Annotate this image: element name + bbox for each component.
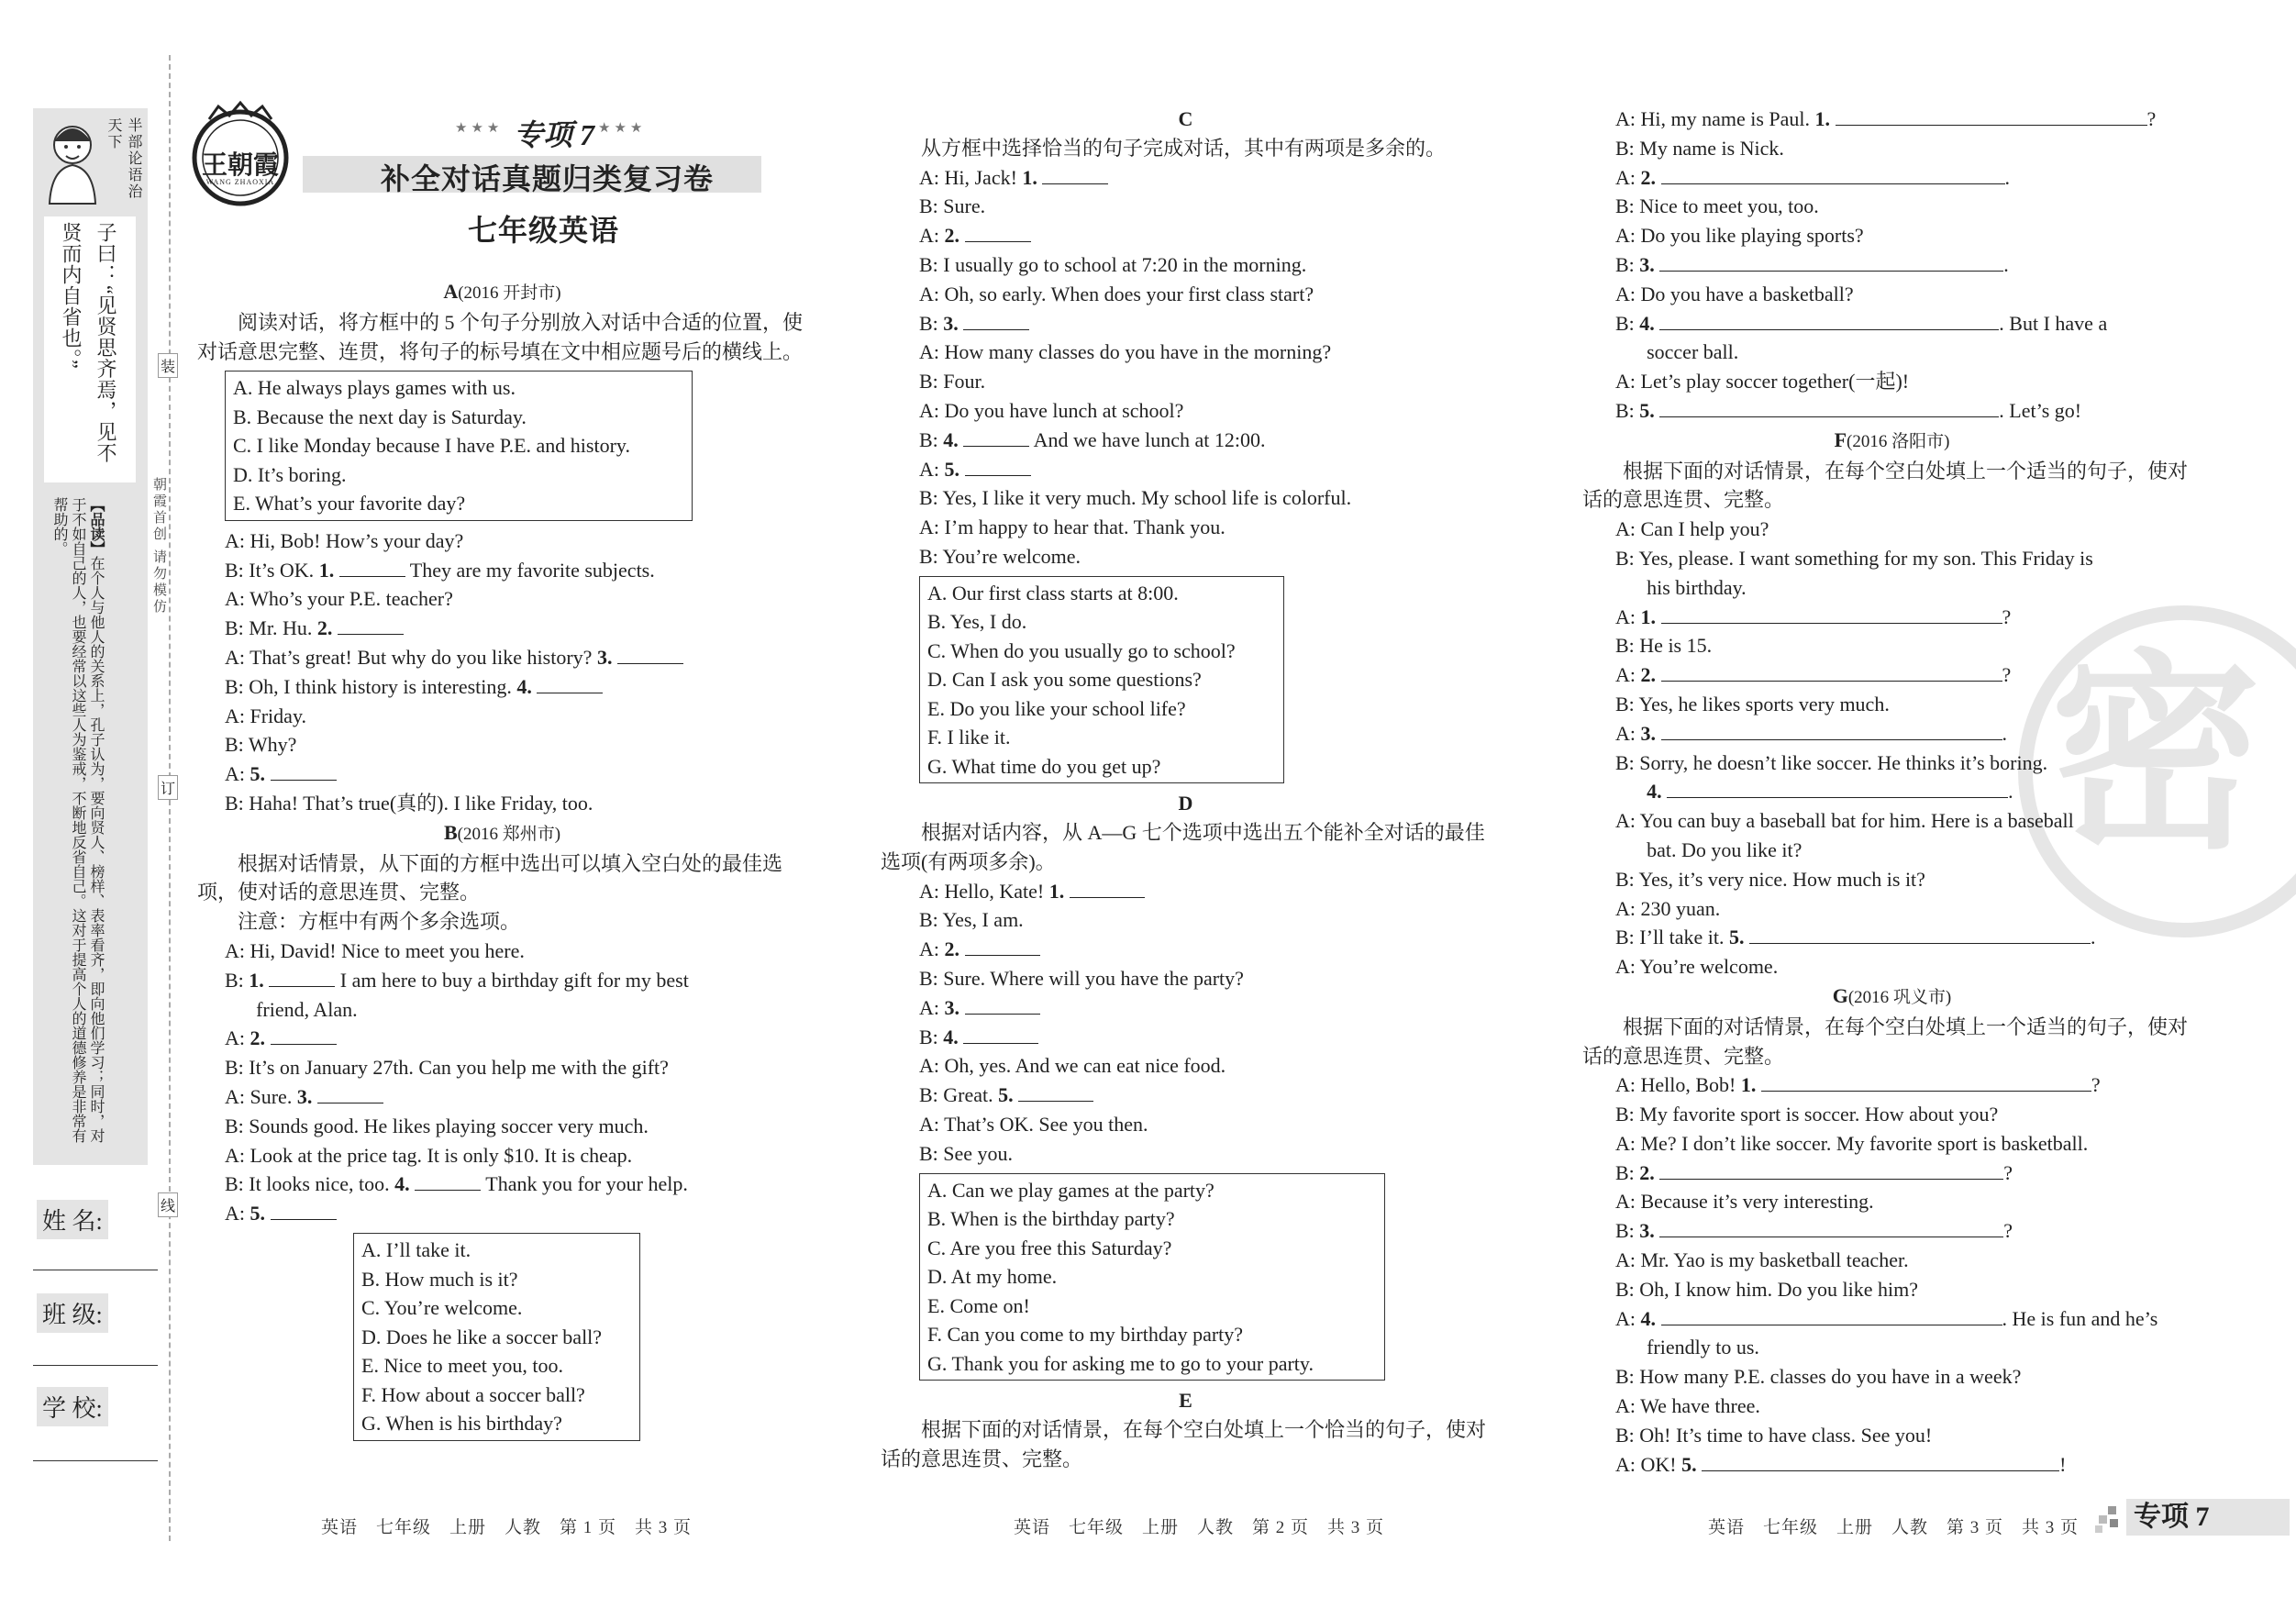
option: E. What’s your favorite day? <box>233 492 466 516</box>
section-b-instructions: 根据对话情景，从下面的方框中选出可以填入空白处的最佳选项，使对话的意思连贯、完整。 <box>197 851 783 904</box>
dialogue-line: A: 5. <box>225 760 807 789</box>
answer-blank[interactable] <box>1836 106 2147 126</box>
option: E. Nice to meet you, too. <box>361 1354 563 1378</box>
seal-text: 朝霞首创 请勿模仿 <box>151 477 166 616</box>
dialogue-line: soccer ball. <box>1647 340 1739 364</box>
section-b-heading: B(2016 郑州市) <box>443 820 561 844</box>
option: A. I’ll take it. <box>361 1238 471 1262</box>
option: A. Our first class starts at 8:00. <box>927 581 1179 604</box>
answer-blank[interactable] <box>1659 398 1999 417</box>
answer-blank[interactable] <box>963 1025 1038 1044</box>
section-e-heading: E <box>1179 1389 1192 1413</box>
dialogue-line: A: Oh, so early. When does your first class start? <box>919 282 1314 305</box>
dialogue-line: B: Four. <box>919 370 986 394</box>
class-label: 班 级: <box>37 1293 108 1333</box>
corner-label: 专项 7 <box>2126 1499 2290 1536</box>
dialogue-line: A: You’re welcome. <box>1615 955 1779 979</box>
answer-blank[interactable] <box>339 558 405 577</box>
dialogue-line: A: 2. <box>225 1024 807 1053</box>
dialogue-line: B: 2. ? <box>1615 1160 2013 1184</box>
answer-blank[interactable] <box>1661 721 2002 740</box>
section-b-note: 注意：方框中有两个多余选项。 <box>238 910 521 934</box>
dialogue-line: A: 4. . He is fun and he’s <box>1615 1306 2158 1330</box>
dialogue-line: A: 1. ? <box>1615 604 2012 628</box>
option: F. Can you come to my birthday party? <box>927 1323 1244 1347</box>
option: B. When is the birthday party? <box>927 1207 1175 1231</box>
dialogue-line: B: Oh! It’s time to have class. See you! <box>1615 1423 1933 1447</box>
dialogue-line: B: 4. And we have lunch at 12:00. <box>919 427 1266 451</box>
answer-blank[interactable] <box>271 1201 337 1220</box>
pindu-label: 【品读】 <box>88 497 104 556</box>
answer-blank[interactable] <box>965 995 1040 1015</box>
option: E. Come on! <box>927 1293 1030 1317</box>
answer-blank[interactable] <box>1659 1218 2003 1237</box>
dialogue-line: B: My name is Nick. <box>1615 136 1784 160</box>
answer-blank[interactable] <box>1042 165 1108 184</box>
page-title: 补全对话真题归类复习卷 <box>381 162 715 195</box>
option: B. Because the next day is Saturday. <box>233 405 527 428</box>
column-2 <box>881 105 1491 1474</box>
corner-squares <box>2095 1506 2123 1534</box>
page-footer-1: 英语 七年级 上册 人教 第 1 页 共 3 页 <box>321 1518 693 1537</box>
section-e-instructions: 根据下面的对话情景，在每个空白处填上一个恰当的句子，使对话的意思连贯、完整。 <box>881 1417 1487 1470</box>
answer-blank[interactable] <box>338 616 404 635</box>
dialogue-line: B: Great. 5. <box>919 1081 1491 1110</box>
option: C. I like Monday because I have P.E. and history. <box>233 434 630 458</box>
logo-en: WANG ZHAOXIA <box>205 178 275 186</box>
dialogue-line: B: He is 15. <box>1615 634 1713 658</box>
dialogue-line: A: Because it’s very interesting. <box>1615 1190 1874 1214</box>
answer-blank[interactable] <box>1749 925 2091 944</box>
dialogue-line: A: 2. <box>919 935 1491 964</box>
header-stars-right: ★★★ <box>598 121 647 136</box>
dialogue-line: B: Sounds good. He likes playing soccer very much. <box>225 1114 649 1137</box>
dialogue-line: B: Oh, I know him. Do you like him? <box>1615 1277 1918 1301</box>
answer-blank[interactable] <box>1018 1082 1093 1102</box>
answer-blank[interactable] <box>1661 165 2005 184</box>
dialogue-line: friend, Alan. <box>256 997 358 1021</box>
class-field[interactable] <box>33 1365 158 1366</box>
option: G. Thank you for asking me to go to your party. <box>927 1351 1314 1375</box>
section-f-heading: F(2016 洛阳市) <box>1834 427 1950 451</box>
dialogue-line: A: Do you like playing sports? <box>1615 224 1864 248</box>
dialogue-line: B: Haha! That’s true(真的). I like Friday, too. <box>225 792 593 815</box>
dialogue-line: B: How many P.E. classes do you have in a week? <box>1615 1365 2022 1389</box>
dialogue-line: B: 5. . Let’s go! <box>1615 398 2082 422</box>
option: D. It’s boring. <box>233 462 347 486</box>
dialogue-line: A: Mr. Yao is my basketball teacher. <box>1615 1248 1909 1272</box>
answer-blank[interactable] <box>965 937 1040 956</box>
cut-mark: 订 <box>158 775 178 800</box>
dialogue-line: A: Do you have lunch at school? <box>919 398 1184 422</box>
dialogue-line: B: 3. ? <box>1615 1219 2013 1243</box>
answer-blank[interactable] <box>537 674 603 693</box>
section-g-heading: G(2016 巩义市) <box>1832 983 1952 1007</box>
watermark-char: 密 <box>2050 639 2262 873</box>
dialogue-line: A: OK! 5. ! <box>1615 1452 2067 1476</box>
logo-text: 王朝霞 <box>201 151 279 180</box>
dialogue-line: B: Why? <box>225 733 297 757</box>
answer-blank[interactable] <box>317 1084 383 1103</box>
answer-blank[interactable] <box>617 645 683 664</box>
dialogue-line: B: It’s OK. 1. They are my favorite subjects. <box>225 558 655 582</box>
section-a-instructions: 阅读对话，将方框中的 5 个句子分别放入对话中合适的位置，使对话意思完整、连贯，将句子的标号填在文中相应题号后的横线上。 <box>197 310 804 363</box>
answer-blank[interactable] <box>271 761 337 781</box>
dialogue-line: A: That’s great! But why do you like history? 3. <box>225 643 807 672</box>
section-g-instructions: 根据下面的对话情景，在每个空白处填上一个适当的句子，使对话的意思连贯、完整。 <box>1582 1015 2189 1068</box>
option: D. Can I ask you some questions? <box>927 668 1202 692</box>
dialogue-line: A: 230 yuan. <box>1615 896 1721 920</box>
dialogue-line: B: See you. <box>919 1141 1014 1165</box>
dialogue-line: his birthday. <box>1647 575 1747 599</box>
page-footer-3: 英语 七年级 上册 人教 第 3 页 共 3 页 <box>1708 1518 2080 1537</box>
dialogue-line: B: It’s on January 27th. Can you help me with the gift? <box>225 1056 669 1080</box>
dialogue-line: B: Sure. <box>919 194 986 218</box>
dialogue-line: A: Who’s your P.E. teacher? <box>225 587 453 611</box>
dialogue-line: B: Sure. Where will you have the party? <box>919 967 1244 991</box>
dialogue-line: A: 2. . <box>1615 165 2010 189</box>
dialogue-line: A: 5. <box>225 1199 807 1228</box>
dialogue-line: A: Hi, Bob! How’s your day? <box>225 528 464 552</box>
dialogue-line: B: Yes, it’s very nice. How much is it? <box>1615 867 1925 891</box>
dialogue-line: A: Hi, David! Nice to meet you here. <box>225 939 525 963</box>
column-3 <box>1582 105 2202 1479</box>
page-subtitle: 七年级英语 <box>468 214 620 247</box>
option: C. You’re welcome. <box>361 1296 523 1320</box>
dialogue-line: 4. . <box>1647 780 2013 804</box>
option: G. What time do you get up? <box>927 754 1161 778</box>
sidebar-pindu <box>50 497 105 1150</box>
dialogue-line: A: That’s OK. See you then. <box>919 1113 1148 1137</box>
dialogue-line: B: Yes, he likes sports very much. <box>1615 692 1890 715</box>
section-b-options <box>353 1233 640 1441</box>
section-d-heading: D <box>1178 792 1193 815</box>
dialogue-line: A: Friday. <box>225 704 307 727</box>
dialogue-line: B: Yes, please. I want something for my son. This Friday is <box>1615 546 2093 570</box>
dialogue-line: B: Nice to meet you, too. <box>1615 194 1819 218</box>
option: B. Yes, I do. <box>927 610 1027 634</box>
answer-blank[interactable] <box>269 968 335 987</box>
option: F. How about a soccer ball? <box>361 1382 585 1406</box>
cut-mark: 装 <box>158 353 178 378</box>
zhuanxiang-title: 专项 7 <box>514 118 595 151</box>
option: A. He always plays games with us. <box>233 376 516 400</box>
answer-blank[interactable] <box>1661 604 2002 624</box>
section-c-options <box>919 576 1284 784</box>
dialogue-line: B: It looks nice, too. 4. Thank you for your help. <box>225 1172 688 1196</box>
option: D. At my home. <box>927 1265 1058 1289</box>
dialogue-line: B: I usually go to school at 7:20 in the morning. <box>919 252 1307 276</box>
dialogue-line: A: You can buy a baseball bat for him. Here is a baseball <box>1615 809 2074 833</box>
dialogue-line: A: Look at the price tag. It is only $10. It is cheap. <box>225 1143 633 1167</box>
section-d-options <box>919 1173 1385 1381</box>
answer-blank[interactable] <box>1661 1306 2002 1325</box>
dialogue-line: B: Sorry, he doesn’t like soccer. He thinks it’s boring. <box>1615 750 2048 774</box>
dialogue-line: friendly to us. <box>1647 1336 1759 1359</box>
dialogue-line: A: Hi, Jack! 1. <box>919 163 1491 193</box>
column-1 <box>197 277 807 1447</box>
answer-blank[interactable] <box>1702 1452 2059 1471</box>
section-d-instructions: 根据对话内容，从 A—G 七个选项中选出五个能补全对话的最佳选项(有两项多余)。 <box>881 821 1485 873</box>
dialogue-line: B: Oh, I think history is interesting. 4. <box>225 672 807 702</box>
answer-blank[interactable] <box>1661 662 2002 682</box>
name-label: 姓 名: <box>37 1200 108 1239</box>
pindu-text: 在个人与他人的关系上，孔子认为，要向贤人、榜样、表率看齐，即向他们学习；同时，对于不如自己的人，也要经常以这些人为鉴戒，不断地反省自己。这对于提高个人的道德修养是非常有帮助的。 <box>51 497 104 1143</box>
answer-blank[interactable] <box>963 427 1029 447</box>
dialogue-line: B: Yes, I like it very much. My school life is colorful. <box>919 486 1352 510</box>
dialogue-line: A: How many classes do you have in the morning? <box>919 340 1332 364</box>
option: A. Can we play games at the party? <box>927 1178 1215 1202</box>
dialogue-line: A: Can I help you? <box>1615 517 1769 541</box>
dialogue-line: A: Let’s play soccer together(一起)! <box>1615 370 1910 394</box>
dialogue-line: B: 4. . But I have a <box>1615 311 2108 335</box>
sidebar-portrait <box>39 114 106 205</box>
answer-blank[interactable] <box>1070 879 1145 898</box>
section-a-heading: A(2016 开封市) <box>443 280 561 303</box>
dialogue-line: A: I’m happy to hear that. Thank you. <box>919 516 1226 539</box>
header-stars-left: ★★★ <box>455 121 504 136</box>
section-c-instructions: 从方框中选择恰当的句子完成对话，其中有两项是多余的。 <box>921 136 1447 160</box>
school-field[interactable] <box>33 1460 158 1461</box>
dialogue-line: A: Do you have a basketball? <box>1615 282 1854 305</box>
dialogue-line: A: Me? I don’t like soccer. My favorite sport is basketball. <box>1615 1131 2089 1155</box>
dialogue-line: A: Oh, yes. And we can eat nice food. <box>919 1054 1226 1078</box>
answer-blank[interactable] <box>1761 1072 2091 1092</box>
dialogue-line: A: 2. <box>919 221 1491 250</box>
dialogue-line: A: 3. <box>919 993 1491 1023</box>
dialogue-line: B: 3. . <box>1615 252 2009 276</box>
dialogue-line: A: Hello, Kate! 1. <box>919 877 1491 906</box>
answer-blank[interactable] <box>1659 252 2003 272</box>
answer-blank[interactable] <box>965 457 1031 476</box>
option: B. How much is it? <box>361 1267 518 1291</box>
option: D. Does he like a soccer ball? <box>361 1325 603 1348</box>
sidebar-quote: 子曰：“见贤思齐焉，见不贤而内自省也。” <box>60 222 117 464</box>
cut-mark: 线 <box>158 1192 178 1217</box>
answer-blank[interactable] <box>1659 1160 2003 1180</box>
section-f-instructions: 根据下面的对话情景，在每个空白处填上一个适当的句子，使对话的意思连贯、完整。 <box>1582 459 2189 512</box>
dialogue-line: A: Hi, my name is Paul. 1. ? <box>1615 107 2157 130</box>
dialogue-line: A: We have three. <box>1615 1394 1760 1418</box>
dialogue-line: B: 4. <box>919 1023 1491 1052</box>
answer-blank[interactable] <box>963 311 1029 330</box>
dialogue-line: B: 3. <box>919 309 1491 338</box>
dialogue-line: A: 3. . <box>1615 721 2007 745</box>
school-label: 学 校: <box>37 1387 108 1426</box>
page-footer-2: 英语 七年级 上册 人教 第 2 页 共 3 页 <box>1014 1518 1385 1537</box>
answer-blank[interactable] <box>415 1171 481 1191</box>
option: C. When do you usually go to school? <box>927 638 1236 662</box>
option: E. Do you like your school life? <box>927 696 1186 720</box>
dialogue-line: B: Yes, I am. <box>919 908 1024 932</box>
option: G. When is his birthday? <box>361 1412 562 1436</box>
dialogue-line: B: I’ll take it. 5. . <box>1615 926 2096 949</box>
dialogue-line: A: Sure. 3. <box>225 1082 807 1112</box>
option: C. Are you free this Saturday? <box>927 1236 1172 1259</box>
section-c-heading: C <box>1178 107 1193 130</box>
dialogue-line: A: Hello, Bob! 1. ? <box>1615 1073 2101 1097</box>
dialogue-line: B: My favorite sport is soccer. How about you? <box>1615 1103 1999 1126</box>
dialogue-line: A: 2. ? <box>1615 663 2012 687</box>
sidebar-banner: 半部论语治天下 <box>105 117 141 200</box>
section-a-options <box>225 371 693 521</box>
answer-blank[interactable] <box>271 1026 337 1045</box>
dialogue-line: B: 1. I am here to buy a birthday gift for my best <box>225 968 689 992</box>
answer-blank[interactable] <box>1659 311 1999 330</box>
answer-blank[interactable] <box>965 223 1031 242</box>
dialogue-line: B: You’re welcome. <box>919 544 1081 568</box>
dialogue-line: bat. Do you like it? <box>1647 837 1802 861</box>
option: F. I like it. <box>927 726 1011 749</box>
dialogue-line: B: Mr. Hu. 2. <box>225 614 807 643</box>
answer-blank[interactable] <box>1667 779 2008 798</box>
dialogue-line: A: 5. <box>919 455 1491 484</box>
